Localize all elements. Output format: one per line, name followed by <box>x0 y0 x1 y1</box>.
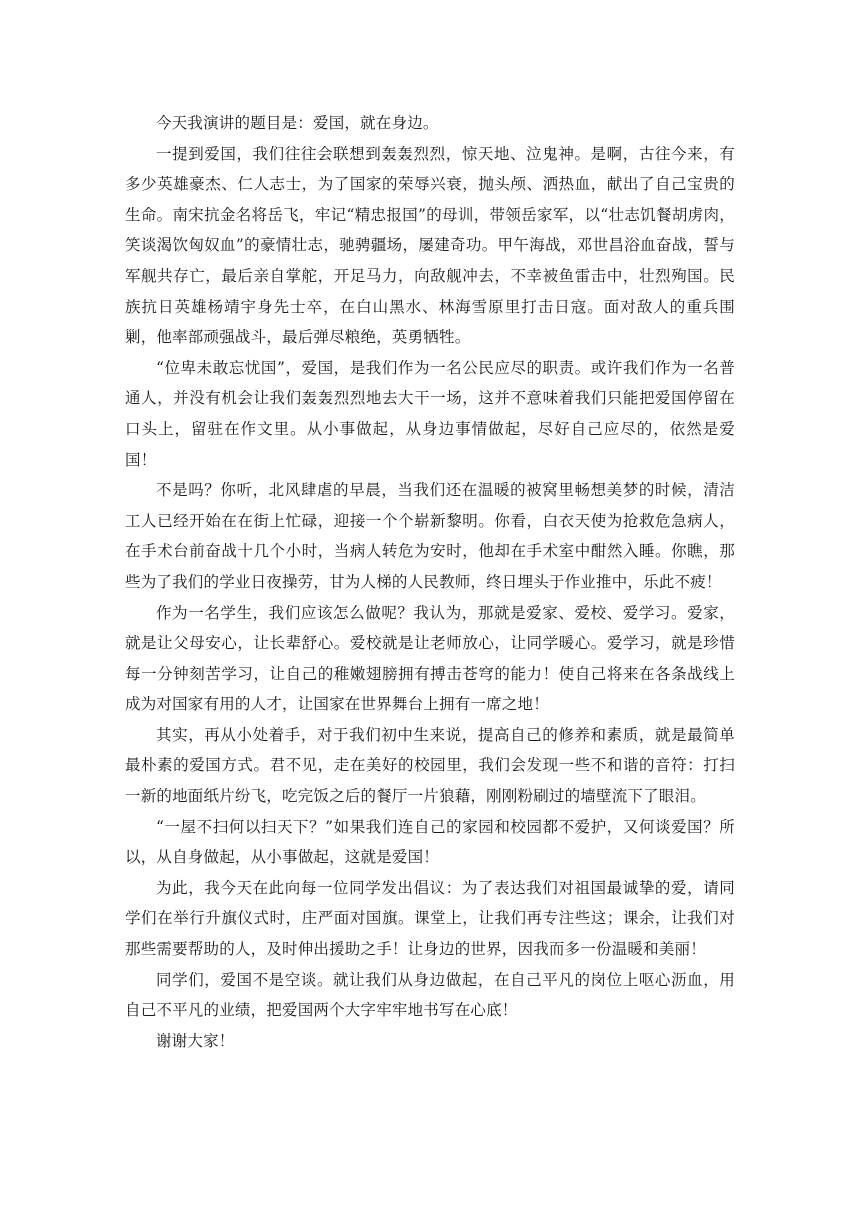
paragraph-examples: 不是吗？你听，北风肆虐的早晨，当我们还在温暖的被窝里畅想美梦的时候，清洁工人已经开始在在街上忙碌，迎接一个个崭新黎明。你看，白衣天使为抢救危急病人，在手术台前奋战十几个小时，当病人转危为安时，他却在手术室中酣然入睡。你瞧，那些为了我们的学业日夜操劳，甘为人梯的人民教师，终日埋头于作业推中，乐此不疲！ <box>125 481 735 591</box>
speech-body <box>125 108 735 1056</box>
paragraph-thanks: 谢谢大家！ <box>156 1031 235 1050</box>
paragraph-student: 作为一名学生，我们应该怎么做呢？我认为，那就是爱家、爱校、爱学习。爱家，就是让父母安心，让长辈舒心。爱校就是让老师放心，让同学暖心。爱学习，就是珍惜每一分钟刻苦学习，让自己的稚嫩翅膀拥有搏击苍穹的能力！使自己将来在各条战线上成为对国家有用的人才，让国家在世界舞台上拥有一席之地！ <box>125 603 735 714</box>
paragraph-conclusion: 同学们，爱国不是空谈。就让我们从身边做起，在自己平凡的岗位上呕心沥血，用自己不平凡的业绩，把爱国两个大字牢牢地书写在心底！ <box>125 970 735 1020</box>
paragraph-duty: “位卑未敢忘忧国”，爱国，是我们作为一名公民应尽的职责。或许我们作为一名普通人，并没有机会让我们轰轰烈烈地去大干一场，这并不意味着我们只能把爱国停留在口头上，留驻在作文里。从小事做起，从身边事情做起，尽好自己应尽的，依然是爱国！ <box>125 358 735 469</box>
paragraph-proverb: “一屋不扫何以扫天下？”如果我们连自己的家园和校园都不爱护，又何谈爱国？所以，从自身做起，从小事做起，这就是爱国！ <box>125 817 735 867</box>
paragraph-proposal: 为此，我今天在此向每一位同学发出倡议：为了表达我们对祖国最诚挚的爱，请同学们在举行升旗仪式时，庄严面对国旗。课堂上，让我们再专注些这；课余，让我们对那些需要帮助的人，及时伸出援助之手！让身边的世界，因我而多一份温暖和美丽！ <box>125 878 735 959</box>
paragraph-intro: 今天我演讲的题目是：爱国，就在身边。 <box>156 114 439 132</box>
paragraph-campus: 其实，再从小处着手，对于我们初中生来说，提高自己的修养和素质，就是最简单最朴素的爱国方式。君不见，走在美好的校园里，我们会发现一些不和谐的音符：打扫一新的地面纸片纷飞，吃完饭之后的餐厅一片狼藉，刚刚粉刷过的墙壁流下了眼泪。 <box>125 725 735 806</box>
paragraph-heroes: 一提到爱国，我们往往会联想到轰轰烈烈，惊天地、泣鬼神。是啊，古往今来，有多少英雄豪杰、仁人志士，为了国家的荣辱兴衰，抛头颅、洒热血，献出了自己宝贵的生命。南宋抗金名将岳飞，牢记“精忠报国”的母训，带领岳家军，以“壮志饥餐胡虏肉，笑谈渴饮匈奴血”的豪情壮志，驰骋疆场，屡建奇功。甲午海战，邓世昌浴血奋战，誓与军舰共存亡，最后亲自掌舵，开足马力，向敌舰冲去，不幸被鱼雷击中，壮烈殉国。民族抗日英雄杨靖宇身先士卒，在白山黑水、林海雪原里打击日寇。面对敌人的重兵围剿，他率部顽强战斗，最后弹尽粮绝，英勇牺牲。 <box>125 144 735 347</box>
